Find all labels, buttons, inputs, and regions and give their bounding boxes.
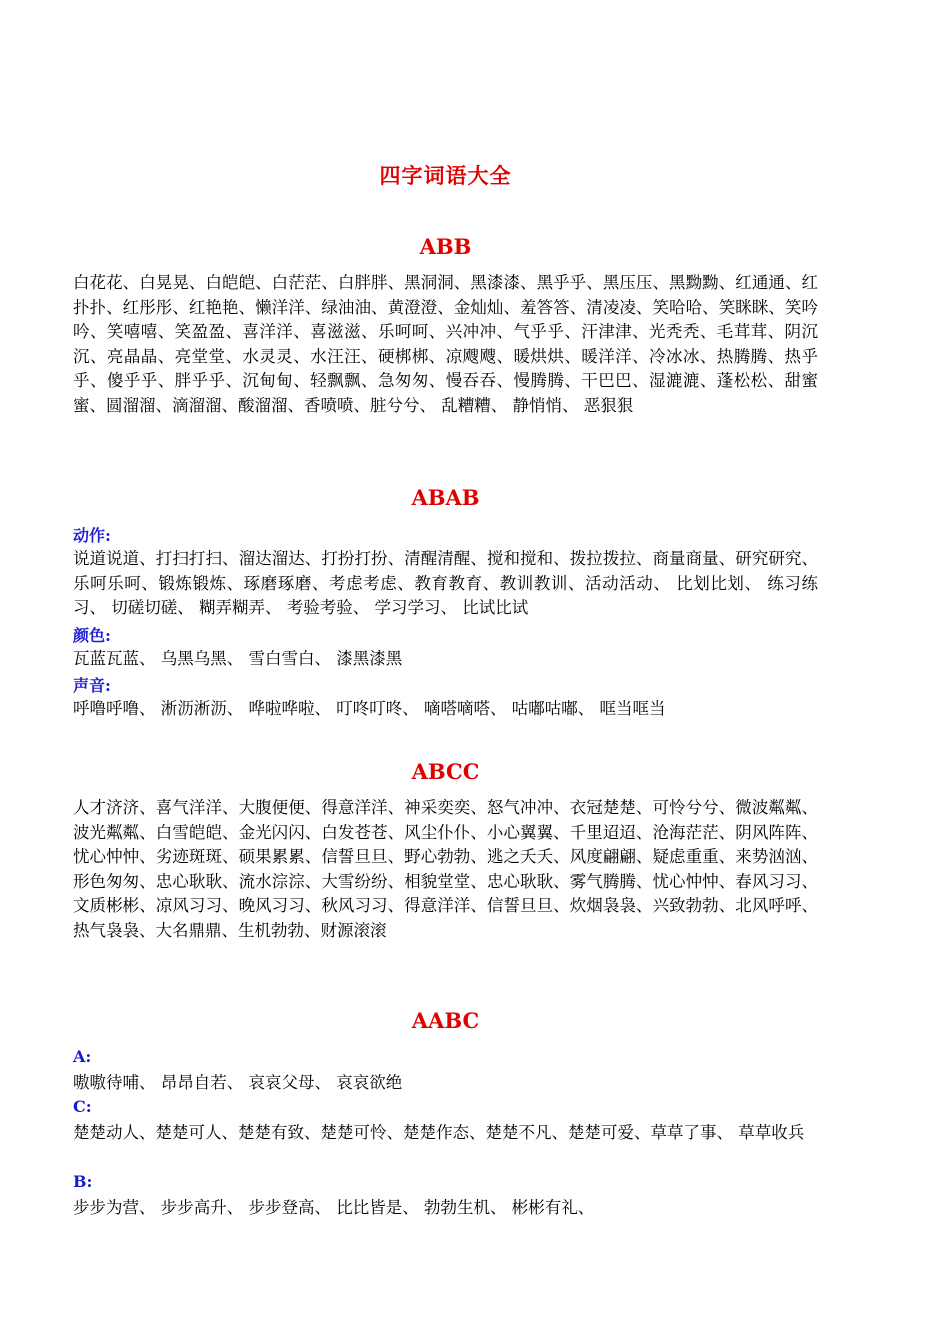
section-heading-abb: ABB — [419, 234, 472, 259]
group-text-c: 楚楚动人、楚楚可人、楚楚有致、楚楚可怜、楚楚作态、楚楚不凡、楚楚可爱、草草了事、 草草收兵 — [73, 1123, 805, 1142]
group-label-b: B: — [73, 1172, 93, 1191]
group-label-sound: 声音: — [73, 676, 111, 695]
group-label-color: 颜色: — [73, 626, 111, 645]
section-text-abb: 白花花、白晃晃、白皑皑、白茫茫、白胖胖、黑洞洞、黑漆漆、黑乎乎、黑压压、黑黝黝、红通通、红扑扑、红彤彤、红艳艳、懒洋洋、绿油油、黄澄澄、金灿灿、羞答答、清凌凌、笑哈哈、笑眯眯、笑吟吟、笑嘻嘻、笑盈盈、喜洋洋、喜滋滋、乐呵呵、兴冲冲、气乎乎、汗津津、光秃秃、毛茸茸、阴沉沉、亮晶晶、亮堂堂、水灵灵、水汪汪、硬梆梆、凉飕飕、暖烘烘、暖洋洋、冷冰冰、热腾腾、热乎乎、傻乎乎、胖乎乎、沉甸甸、轻飘飘、急匆匆、慢吞吞、慢腾腾、干巴巴、湿漉漉、蓬松松、甜蜜蜜、圆溜溜、滴溜溜、酸溜溜、香喷喷、脏兮兮、 乱糟糟、 静悄悄、 恶狠狠 — [73, 273, 818, 415]
group-label-a: A: — [73, 1047, 92, 1066]
group-label-action: 动作: — [73, 526, 111, 545]
section-text-abcc: 人才济济、喜气洋洋、大腹便便、得意洋洋、神采奕奕、怒气冲冲、衣冠楚楚、可怜兮兮、微波粼粼、波光粼粼、白雪皑皑、金光闪闪、白发苍苍、风尘仆仆、小心翼翼、千里迢迢、沧海茫茫、阴风阵阵、忧心忡忡、劣迹斑斑、硕果累累、信誓旦旦、野心勃勃、逃之夭夭、风度翩翩、疑虑重重、来势汹汹、形色匆匆、忠心耿耿、流水淙淙、大雪纷纷、相貌堂堂、忠心耿耿、雾气腾腾、忧心忡忡、春风习习、文质彬彬、凉风习习、晚风习习、秋风习习、得意洋洋、信誓旦旦、炊烟袅袅、兴致勃勃、北风呼呼、热气袅袅、大名鼎鼎、生机勃勃、财源滚滚 — [73, 798, 818, 940]
group-text-action: 说道说道、打扫打扫、溜达溜达、打扮打扮、清醒清醒、搅和搅和、拨拉拨拉、商量商量、研究研究、乐呵乐呵、锻炼锻炼、琢磨琢磨、考虑考虑、教育教育、教训教训、活动活动、 比划比划、 练习练习、 切磋切磋、 糊弄糊弄、 考验考验、 学习学习、 比试比试 — [73, 549, 818, 617]
section-heading-abcc: ABCC — [411, 759, 480, 784]
section-heading-aabc: AABC — [411, 1008, 480, 1033]
document-title: 四字词语大全 — [379, 163, 512, 188]
section-heading-abab: ABAB — [411, 485, 480, 510]
group-text-sound: 呼噜呼噜、 淅沥淅沥、 哗啦哗啦、 叮咚叮咚、 嘀嗒嘀嗒、 咕嘟咕嘟、 哐当哐当 — [73, 699, 666, 718]
group-text-a: 嗷嗷待哺、 昂昂自若、 哀哀父母、 哀哀欲绝 — [73, 1073, 403, 1092]
group-text-color: 瓦蓝瓦蓝、 乌黑乌黑、 雪白雪白、 漆黑漆黑 — [73, 649, 403, 668]
group-label-c: C: — [73, 1097, 92, 1116]
group-text-b: 步步为营、 步步高升、 步步登高、 比比皆是、 勃勃生机、 彬彬有礼、 — [73, 1198, 595, 1217]
